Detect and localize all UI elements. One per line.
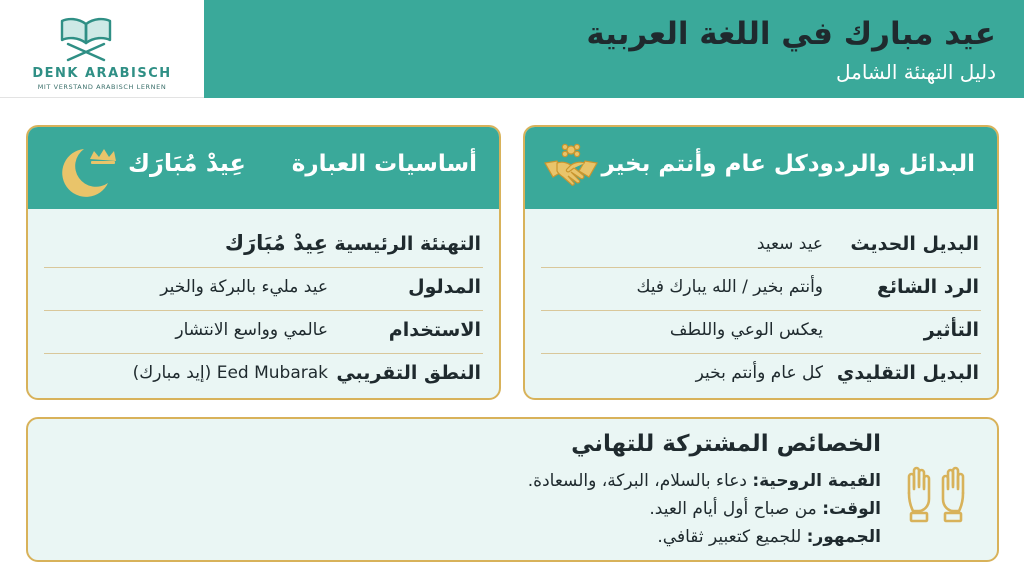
header-banner: [0, 0, 1024, 98]
alternatives-card-title: البدائل والردودكل عام وأنتم بخير: [601, 151, 975, 177]
row-value: عالمي وواسع الانتشار: [175, 320, 328, 340]
praying-hands-icon: [903, 459, 969, 525]
alternatives-card-header: [525, 127, 997, 209]
crescent-crown-icon: [50, 139, 120, 197]
feature-label: القيمة الروحية:: [752, 471, 881, 491]
table-row: [44, 268, 483, 311]
brand-block[interactable]: [0, 0, 204, 98]
feature-text: من صباح أول أيام العيد.: [649, 499, 823, 519]
table-row: [541, 268, 981, 311]
page-subtitle: دليل التهنئة الشامل: [835, 60, 996, 84]
feature-line: [528, 471, 881, 491]
row-value: كل عام وأنتم بخير: [695, 363, 823, 383]
feature-label: الجمهور:: [806, 527, 881, 547]
row-value: عِيدْ مُبَارَك: [224, 231, 328, 255]
basics-card-title: أساسيات العبارة: [291, 151, 477, 177]
row-value: وأنتم بخير / الله يبارك فيك: [636, 277, 823, 297]
brand-name: DENK ARABISCH: [32, 66, 172, 81]
row-label: الاستخدام: [388, 319, 481, 341]
table-row: [541, 311, 981, 354]
row-value: عيد مليء بالبركة والخير: [160, 277, 328, 297]
alternatives-rows: [541, 225, 981, 397]
row-label: البديل التقليدي: [836, 362, 979, 384]
table-row: [541, 354, 981, 397]
row-label: المدلول: [408, 276, 481, 298]
open-book-stand-icon: [56, 10, 116, 62]
feature-text: للجميع كتعبير ثقافي.: [657, 527, 807, 547]
feature-text: دعاء بالسلام، البركة، والسعادة.: [527, 471, 753, 491]
feature-label: الوقت:: [822, 499, 881, 519]
table-row: [44, 225, 483, 268]
page-title: عيد مبارك في اللغة العربية: [586, 16, 996, 52]
basics-card-header: [28, 127, 499, 209]
common-features-card: [26, 417, 999, 562]
table-row: [44, 354, 483, 397]
row-label: النطق التقريبي: [336, 362, 481, 384]
common-features-title: الخصائص المشتركة للتهاني: [571, 431, 881, 457]
alternatives-card: [523, 125, 999, 400]
feature-line: [649, 499, 881, 519]
row-value: Eed Mubarak (إيد مبارك): [132, 363, 328, 383]
table-row: [44, 311, 483, 354]
row-label: الرد الشائع: [876, 276, 979, 298]
row-value: يعكس الوعي واللطف: [669, 320, 823, 340]
handshake-icon: [543, 141, 599, 193]
brand-tagline: MIT VERSTAND ARABISCH LERNEN: [37, 83, 167, 91]
basics-card-phrase: عِيدْ مُبَارَك: [128, 149, 246, 177]
basics-rows: [44, 225, 483, 397]
row-value: عيد سعيد: [756, 234, 823, 254]
row-label: البديل الحديث: [850, 233, 979, 255]
feature-line: [657, 527, 881, 547]
basics-card: [26, 125, 501, 400]
table-row: [541, 225, 981, 268]
row-label: التأثير: [923, 319, 979, 341]
row-label: التهنئة الرئيسية: [334, 233, 481, 255]
